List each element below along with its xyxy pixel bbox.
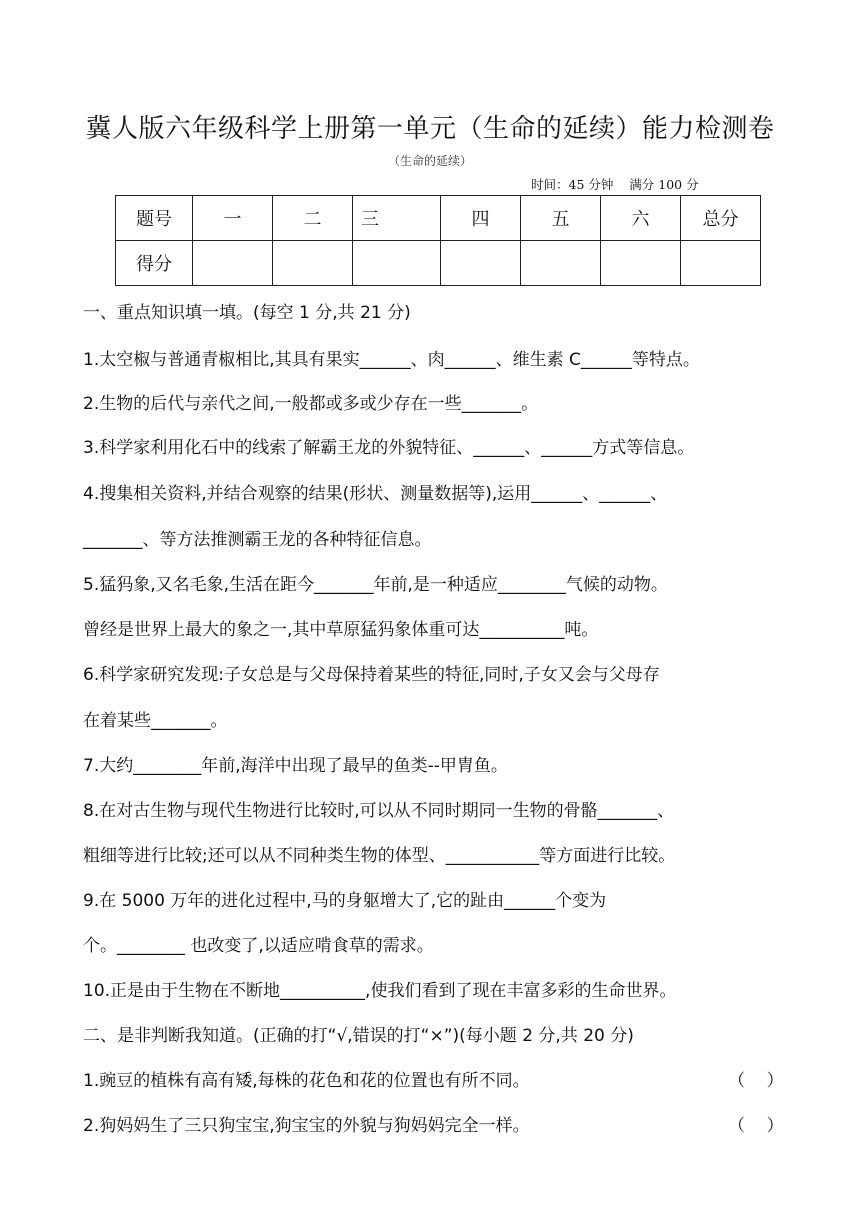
score-cell[interactable] xyxy=(681,241,761,286)
question-line: 10.正是由于生物在不断地__________,使我们看到了现在丰富多彩的生命世界。 xyxy=(83,981,677,1001)
section1-heading: 一、重点知识填一填。(每空 1 分,共 21 分) xyxy=(83,303,411,323)
question-line: 在着某些_______。 xyxy=(83,711,228,731)
question-line: 6.科学家研究发现:子女总是与父母保持着某些的特征,同时,子女又会与父母存 xyxy=(83,665,660,685)
score-table-row-label: 得分 xyxy=(116,241,193,286)
question-line: 曾经是世界上最大的象之一,其中草原猛犸象体重可达__________吨。 xyxy=(83,620,599,640)
score-table-header-cell: 五 xyxy=(521,196,601,241)
question-line: 个。________ 也改变了,以适应啃食草的需求。 xyxy=(83,936,434,956)
question-line: 9.在 5000 万年的进化过程中,马的身躯增大了,它的趾由______个变为 xyxy=(83,891,607,911)
question-line: 3.科学家利用化石中的线索了解霸王龙的外貌特征、______、______方式等信息。 xyxy=(83,438,695,458)
score-table-header-cell: 二 xyxy=(273,196,353,241)
score-cell[interactable] xyxy=(601,241,681,286)
judgment-answer-parens[interactable]: （ ） xyxy=(728,1116,784,1136)
question-line: 8.在对古生物与现代生物进行比较时,可以从不同时期同一生物的骨骼_______、 xyxy=(83,801,675,821)
score-cell[interactable] xyxy=(353,241,441,286)
score-table-header-cell: 六 xyxy=(601,196,681,241)
score-table-header-cell: 三 xyxy=(353,196,441,241)
score-cell[interactable] xyxy=(193,241,273,286)
question-line: 1.太空椒与普通青椒相比,其具有果实______、肉______、维生素 C______等特点。 xyxy=(83,350,700,370)
question-line: 4.搜集相关资料,并结合观察的结果(形状、测量数据等),运用______、______、 xyxy=(83,484,668,504)
score-table-header-row xyxy=(116,196,761,241)
judgment-item-text: 1.豌豆的植株有高有矮,每株的花色和花的位置也有所不同。 xyxy=(83,1071,530,1091)
section2-heading: 二、是非判断我知道。(正确的打“√,错误的打“×”)(每小题 2 分,共 20 分) xyxy=(83,1026,634,1046)
score-table-header-cell: 题号 xyxy=(116,196,193,241)
score-cell[interactable] xyxy=(521,241,601,286)
score-table-header-cell: 一 xyxy=(193,196,273,241)
score-table-score-row xyxy=(116,241,761,286)
question-line: 5.猛犸象,又名毛象,生活在距今_______年前,是一种适应________气候的动物。 xyxy=(83,575,668,595)
score-table-header-cell: 总分 xyxy=(681,196,761,241)
score-table-header-cell: 四 xyxy=(441,196,521,241)
question-line: 粗细等进行比较;还可以从不同种类生物的体型、___________等方面进行比较。 xyxy=(83,846,676,866)
time-info: 时间：45 分钟 满分 100 分 xyxy=(531,177,699,192)
page-title: 冀人版六年级科学上册第一单元（生命的延续）能力检测卷 xyxy=(85,114,775,144)
score-table xyxy=(115,195,761,286)
score-cell[interactable] xyxy=(273,241,353,286)
judgment-item-text: 2.狗妈妈生了三只狗宝宝,狗宝宝的外貌与狗妈妈完全一样。 xyxy=(83,1116,530,1136)
page-subtitle: （生命的延续） xyxy=(387,154,472,168)
score-cell[interactable] xyxy=(441,241,521,286)
question-line: _______、等方法推测霸王龙的各种特征信息。 xyxy=(83,530,432,550)
question-line: 7.大约________年前,海洋中出现了最早的鱼类--甲胄鱼。 xyxy=(83,756,508,776)
judgment-answer-parens[interactable]: （ ） xyxy=(728,1071,784,1091)
question-line: 2.生物的后代与亲代之间,一般都或多或少存在一些_______。 xyxy=(83,394,539,414)
